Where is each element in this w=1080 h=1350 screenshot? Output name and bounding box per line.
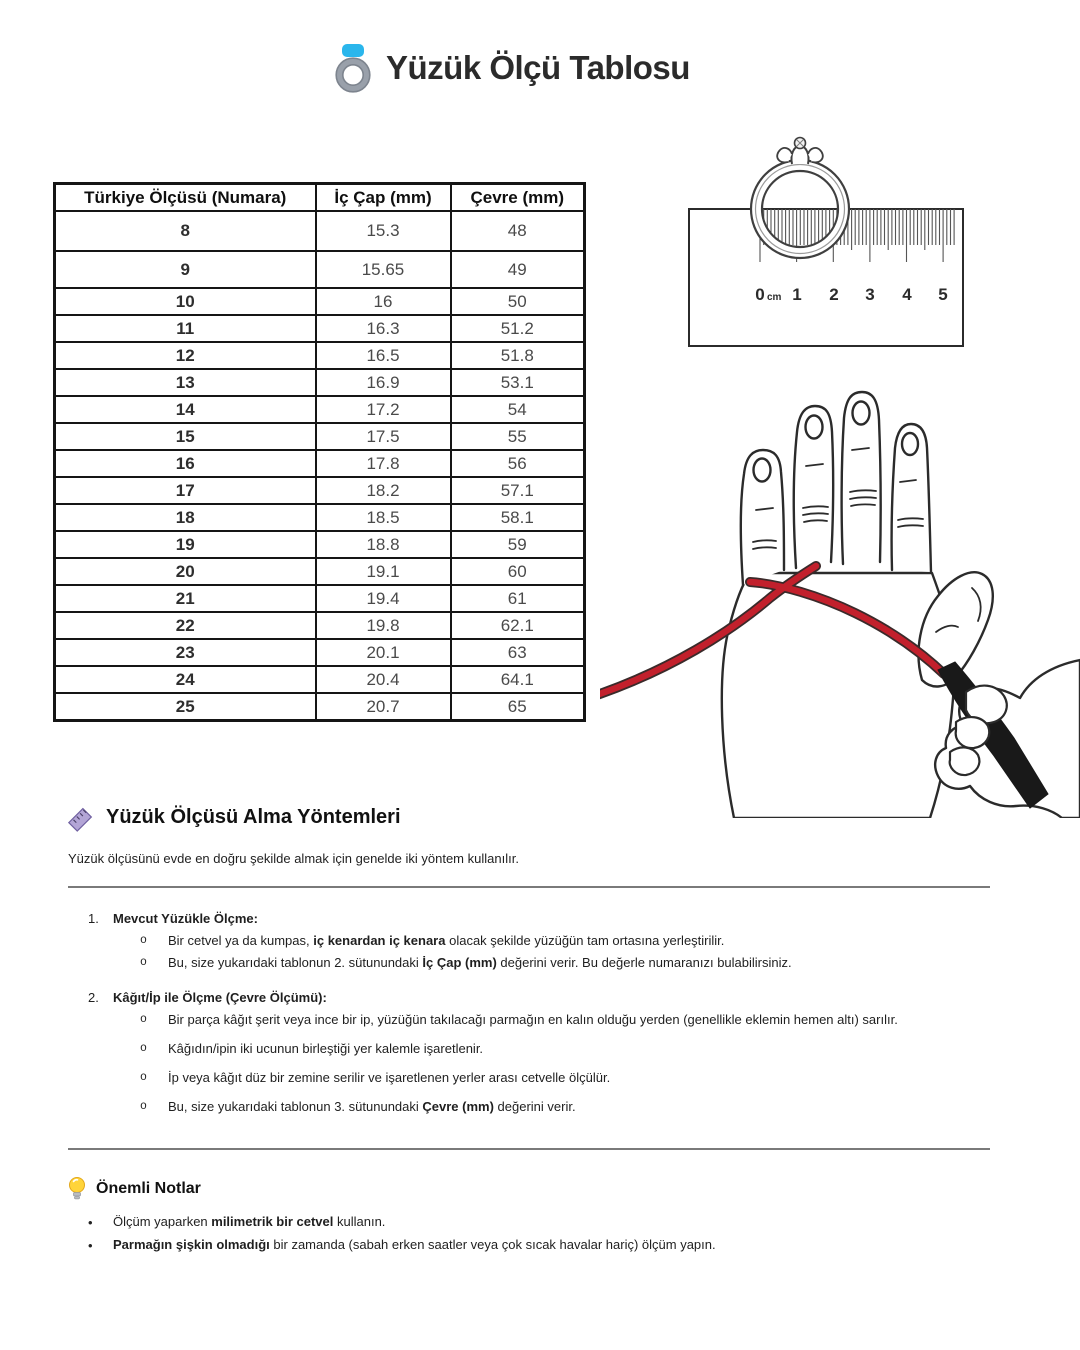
list-item (140, 1099, 1028, 1114)
list-item-text: Kâğıdın/ipin iki ucunun birleştiği yer kalemle işaretlenir. (168, 1041, 484, 1056)
notes-section-header (68, 1176, 201, 1202)
table-row: 16 17.8 56 (55, 450, 585, 477)
list-item (140, 933, 1028, 948)
ring-on-ruler-figure (668, 128, 1068, 358)
table-row: 13 16.9 53.1 (55, 369, 585, 396)
ruler-label-5: 5 (938, 285, 948, 304)
ruler-label-1: 1 (792, 285, 802, 304)
notes-section-title: Önemli Notlar (96, 1180, 201, 1197)
lightbulb-icon (68, 1176, 86, 1202)
table-row: 11 16.3 51.2 (55, 315, 585, 342)
ruler-unit-label: cm (767, 292, 782, 303)
table-row: 22 19.8 62.1 (55, 612, 585, 639)
method-item-2 (88, 990, 1028, 1005)
col-header-circumference: Çevre (mm) (451, 184, 585, 212)
col-header-size: Türkiye Ölçüsü (Numara) (55, 184, 316, 212)
list-item (140, 1070, 1028, 1085)
method-2-bullets (140, 1012, 1028, 1114)
table-row: 9 15.65 49 (55, 251, 585, 288)
ruler-label-0: 0 (755, 285, 765, 304)
sub-bullet-marker: o (140, 956, 147, 969)
item-number: 2. (88, 990, 99, 1005)
item-title: Mevcut Yüzükle Ölçme: (113, 911, 258, 926)
fingernail (754, 459, 771, 482)
sub-bullet-marker: o (140, 1042, 147, 1055)
table-row: 20 19.1 60 (55, 558, 585, 585)
list-item-text: Ölçüm yaparken milimetrik bir cetvel kullanın. (113, 1214, 386, 1229)
list-item (88, 1237, 1028, 1253)
sub-bullet-marker: o (140, 934, 147, 947)
divider (68, 1148, 990, 1150)
list-item-text: Bir parça kâğıt şerit veya ince bir ip, yüzüğün takılacağı parmağın en kalın olduğu yerden (genellikle eklemin hemen altı) sarılır. (168, 1012, 898, 1027)
method-item-1 (88, 911, 1028, 926)
list-item (140, 1041, 1028, 1056)
method-1-bullets (140, 933, 1028, 970)
item-number: 1. (88, 911, 99, 926)
list-item (140, 1012, 1028, 1027)
list-item-text: Bu, size yukarıdaki tablonun 2. sütunundaki İç Çap (mm) değerini verir. Bu değerle numaranızı bulabilirsiniz. (168, 955, 792, 970)
table-row: 23 20.1 63 (55, 639, 585, 666)
bullet-marker: • (88, 1215, 93, 1230)
item-title: Kâğıt/İp ile Ölçme (Çevre Ölçümü): (113, 990, 327, 1005)
table-row: 19 18.8 59 (55, 531, 585, 558)
table-row: 21 19.4 61 (55, 585, 585, 612)
sub-bullet-marker: o (140, 1100, 147, 1113)
table-row: 12 16.5 51.8 (55, 342, 585, 369)
page-header (334, 42, 690, 94)
notes-list (88, 1214, 1028, 1260)
list-item-text: Bir cetvel ya da kumpas, iç kenardan iç kenara olacak şekilde yüzüğün tam ortasına yerleştirilir. (168, 933, 725, 948)
table-row: 8 15.3 48 (55, 211, 585, 251)
table-row: 10 16 50 (55, 288, 585, 315)
list-item-text: Parmağın şişkin olmadığı bir zamanda (sabah erken saatler veya çok sıcak havalar hariç) ölçüm yapın. (113, 1237, 716, 1252)
table-row: 25 20.7 65 (55, 693, 585, 721)
table-row: 18 18.5 58.1 (55, 504, 585, 531)
ruler-label-4: 4 (902, 285, 912, 304)
methods-section-header (66, 802, 401, 832)
ruler-label-3: 3 (865, 285, 875, 304)
col-header-diameter: İç Çap (mm) (316, 184, 451, 212)
methods-section-title: Yüzük Ölçüsü Alma Yöntemleri (106, 805, 401, 828)
list-item (88, 1214, 1028, 1230)
ring-icon (334, 42, 372, 94)
page-title: Yüzük Ölçü Tablosu (386, 49, 690, 86)
list-item (140, 955, 1028, 970)
ruler-label-2: 2 (829, 285, 839, 304)
methods-intro: Yüzük ölçüsünü evde en doğru şekilde almak için genelde iki yöntem kullanılır. (68, 851, 519, 866)
sub-bullet-marker: o (140, 1013, 147, 1026)
fingernail (853, 402, 870, 425)
table-row: 15 17.5 55 (55, 423, 585, 450)
bullet-marker: • (88, 1238, 93, 1253)
table-row: 17 18.2 57.1 (55, 477, 585, 504)
divider (68, 886, 990, 888)
ruler-icon (66, 802, 96, 832)
methods-list (88, 911, 1028, 1128)
table-row: 24 20.4 64.1 (55, 666, 585, 693)
hand-string-measure-figure (600, 370, 1080, 818)
list-item-text: İp veya kâğıt düz bir zemine serilir ve işaretlenen yerler arası cetvelle ölçülür. (168, 1070, 611, 1085)
fingernail (902, 433, 918, 455)
table-header-row (55, 184, 585, 212)
ring-size-table (53, 182, 586, 722)
list-item-text: Bu, size yukarıdaki tablonun 3. sütunundaki Çevre (mm) değerini verir. (168, 1099, 576, 1114)
sub-bullet-marker: o (140, 1071, 147, 1084)
fingernail (806, 416, 823, 439)
table-row: 14 17.2 54 (55, 396, 585, 423)
